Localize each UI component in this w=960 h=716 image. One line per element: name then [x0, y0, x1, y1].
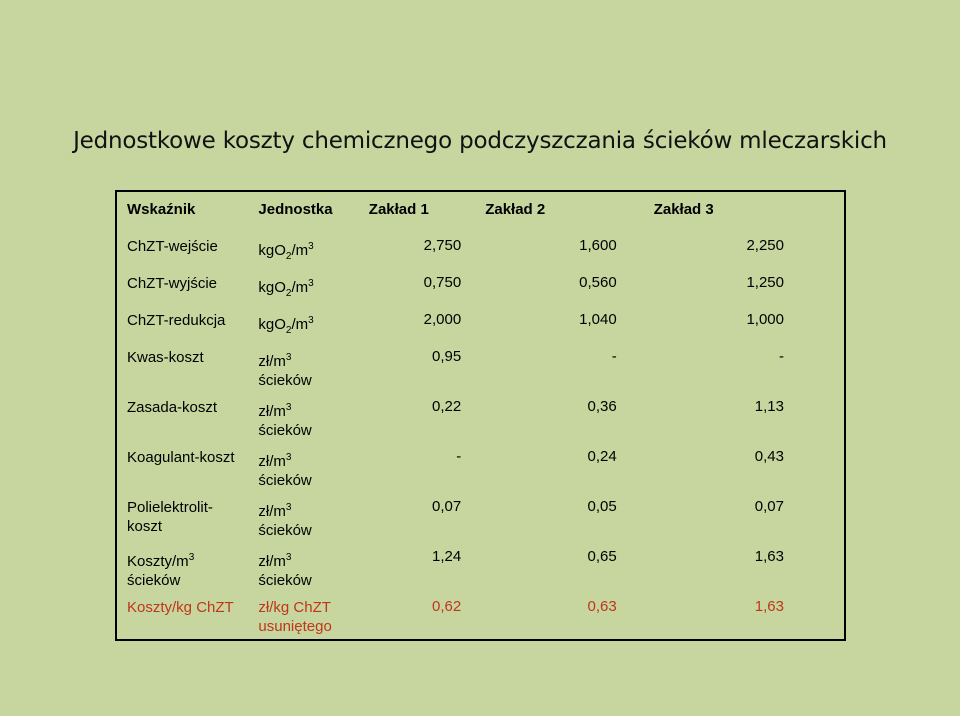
cell-zaklad-3: 1,000	[746, 311, 784, 328]
cell-zaklad-1: 0,22	[432, 398, 462, 415]
table-row	[116, 590, 845, 640]
cell-jednostka: $zł/m^3$ ścieków	[258, 552, 312, 589]
cell-wskaznik: ChZT-wejście	[127, 238, 218, 255]
cell-zaklad-1: 0,62	[432, 598, 462, 615]
cell-jednostka: $kgO_2/m^3$	[258, 241, 314, 262]
header-zaklad-1: Zakład 1	[368, 201, 429, 218]
table-body	[116, 229, 845, 640]
cell-zaklad-3: 1,250	[746, 274, 784, 291]
table-row	[116, 490, 845, 540]
cell-zaklad-3: 1,13	[754, 398, 784, 415]
cell-jednostka: $kgO_2/m^3$	[258, 315, 314, 336]
cell-zaklad-2: 0,63	[587, 598, 617, 615]
cell-zaklad-1: 0,07	[432, 498, 462, 515]
cell-zaklad-2: 0,24	[587, 448, 617, 465]
cell-wskaznik: Koagulant-koszt	[127, 449, 235, 466]
table-header-row	[116, 191, 845, 229]
page-title: Jednostkowe koszty chemicznego podczyszczania ścieków mleczarskich	[73, 128, 887, 154]
cell-zaklad-3: 0,07	[754, 498, 784, 515]
cell-zaklad-1: 0,750	[423, 274, 462, 291]
cell-zaklad-1: 0,95	[432, 348, 462, 365]
header-zaklad-3: Zakład 3	[653, 201, 714, 218]
cell-zaklad-3: 0,43	[754, 448, 784, 465]
table-row	[116, 440, 845, 490]
cell-jednostka: $kgO_2/m^3$	[258, 278, 314, 299]
cell-wskaznik: Polielektrolit- koszt	[127, 499, 213, 535]
cell-jednostka: $zł/m^3$ ścieków	[258, 352, 312, 389]
cost-table	[115, 190, 846, 641]
cell-zaklad-2: 0,560	[579, 274, 617, 291]
cell-zaklad-2: 1,040	[579, 311, 617, 328]
table-row	[116, 303, 845, 340]
table-row	[116, 266, 845, 303]
cell-jednostka: $zł/m^3$ ścieków	[258, 402, 312, 439]
header-wskaznik: Wskaźnik	[127, 201, 196, 218]
table-row	[116, 229, 845, 266]
cell-zaklad-3: 2,250	[746, 237, 784, 254]
cell-jednostka: zł/kg ChZT usuniętego	[258, 599, 332, 635]
cell-wskaznik: ChZT-redukcja	[127, 312, 226, 329]
cell-zaklad-1: 2,000	[423, 311, 462, 328]
cell-zaklad-2: -	[611, 348, 617, 365]
cell-zaklad-2: 0,05	[587, 498, 617, 515]
cell-wskaznik: ChZT-wyjście	[127, 275, 218, 292]
header-jednostka: Jednostka	[258, 201, 333, 218]
cell-zaklad-2: 0,36	[587, 398, 617, 415]
cell-zaklad-2: 1,600	[579, 237, 617, 254]
cell-zaklad-1: 1,24	[432, 548, 462, 565]
cell-wskaznik: Koszty/kg ChZT	[127, 599, 234, 616]
cell-wskaznik: Koszty/$m^3$ ścieków	[127, 552, 195, 589]
cell-zaklad-1: 2,750	[423, 237, 462, 254]
cell-zaklad-2: 0,65	[587, 548, 617, 565]
table-row	[116, 540, 845, 590]
cell-zaklad-3: 1,63	[754, 548, 784, 565]
cell-wskaznik: Zasada-koszt	[127, 399, 218, 416]
cell-jednostka: $zł/m^3$ ścieków	[258, 502, 312, 539]
table-row	[116, 390, 845, 440]
cell-zaklad-3: 1,63	[754, 598, 784, 615]
cell-wskaznik: Kwas-koszt	[127, 349, 204, 366]
cell-zaklad-1: -	[456, 448, 462, 465]
cell-zaklad-3: -	[779, 348, 784, 365]
header-zaklad-2: Zakład 2	[485, 201, 546, 218]
cell-jednostka: $zł/m^3$ ścieków	[258, 452, 312, 489]
table-row	[116, 340, 845, 390]
